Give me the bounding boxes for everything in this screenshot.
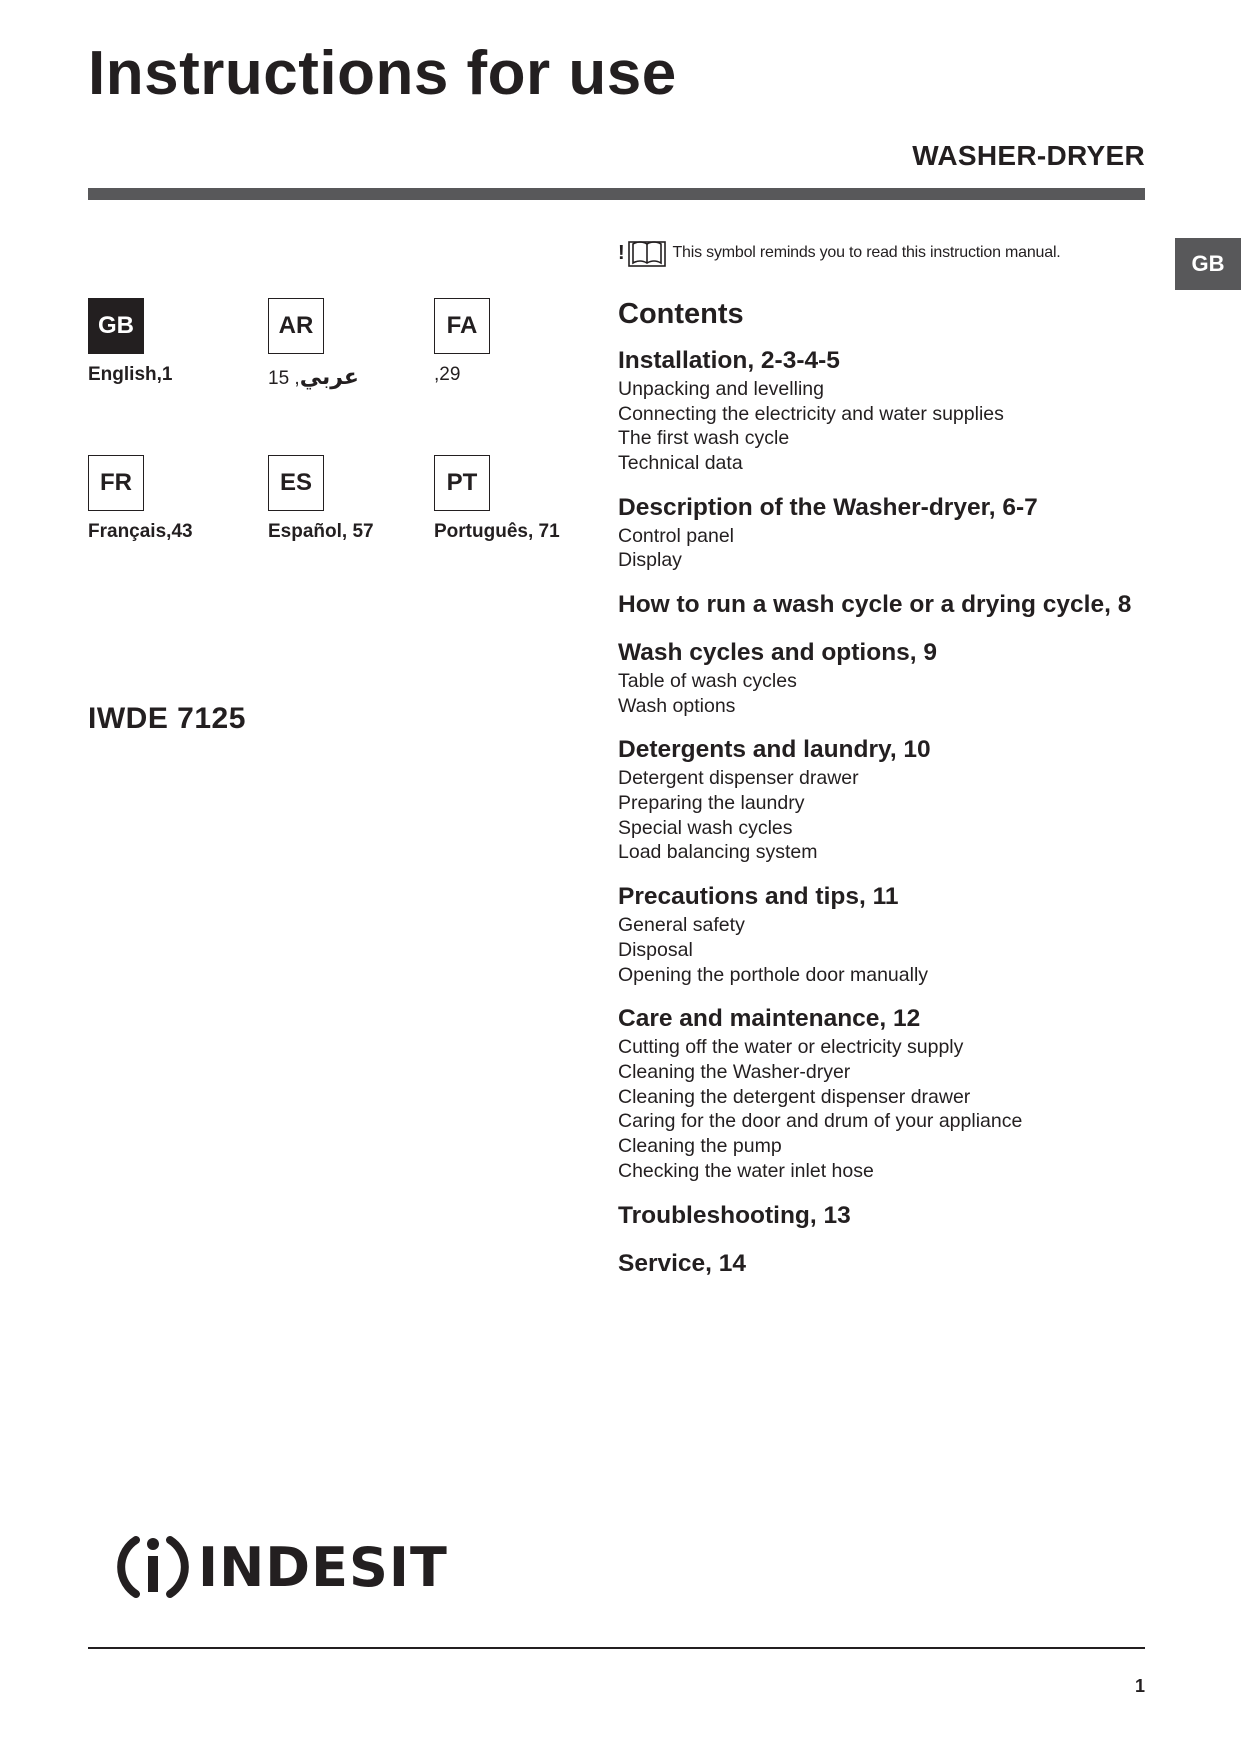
contents-section [618,637,1158,718]
contents-section-heading[interactable]: Wash cycles and options, 9 [618,639,938,667]
language-label: ,29 [434,364,461,385]
language-entry-es[interactable] [268,455,438,543]
symbol-note-text: This symbol reminds you to read this instruction manual. [672,244,1061,261]
contents-title: Contents [618,298,744,330]
contents-section-item[interactable]: Display [618,549,682,572]
model-number: IWDE 7125 [88,702,246,735]
contents-section-item[interactable]: Cleaning the pump [618,1135,782,1158]
language-label: Português, 71 [434,521,560,542]
language-code-box: ES [268,455,324,511]
language-label: عربي, 15 [268,364,359,389]
contents-section-item[interactable]: Disposal [618,938,693,961]
contents-section-item[interactable]: Preparing the laundry [618,791,805,814]
contents-section-item[interactable]: Cleaning the Washer-dryer [618,1060,851,1083]
language-entry-gb[interactable] [88,298,258,386]
contents-section-item[interactable]: Caring for the door and drum of your appliance [618,1110,1023,1133]
contents-section-item[interactable]: Technical data [618,452,743,475]
symbol-note [618,238,1061,268]
language-label: Français,43 [88,521,193,542]
indesit-logo-icon [114,1528,192,1606]
contents-section-heading[interactable]: How to run a wash cycle or a drying cycle, 8 [618,591,1132,619]
language-entry-ar[interactable] [268,298,438,390]
contents-section-item[interactable]: Wash options [618,694,736,717]
contents-section [618,734,1158,865]
page-number: 1 [1134,1676,1145,1696]
contents-section-item[interactable]: Connecting the electricity and water supplies [618,402,1004,425]
contents-section-heading[interactable]: Installation, 2-3-4-5 [618,347,840,374]
language-label: Español, 57 [268,521,374,542]
product-type: WASHER-DRYER [912,140,1145,171]
contents-section [618,589,1158,621]
contents-section-item[interactable]: The first wash cycle [618,427,790,450]
language-entry-fr[interactable] [88,455,258,543]
contents-section-heading[interactable]: Troubleshooting, 13 [618,1201,851,1229]
contents-section-item[interactable]: Unpacking and levelling [618,377,824,400]
language-label: English,1 [88,364,173,385]
contents-section-item[interactable]: Cleaning the detergent dispenser drawer [618,1085,971,1108]
contents-section-heading[interactable]: Detergents and laundry, 10 [618,736,931,764]
brand-name: INDESIT [198,1535,448,1599]
contents-section [618,492,1158,573]
page-title: Instructions for use [88,39,677,108]
contents-section-item[interactable]: General safety [618,914,745,937]
book-icon [628,238,666,268]
contents-section-item[interactable]: Load balancing system [618,841,818,864]
footer-divider [88,1647,1145,1649]
contents-section [618,1248,1158,1280]
language-entry-pt[interactable] [434,455,604,543]
contents-section-item[interactable]: Control panel [618,524,734,547]
contents-section [618,345,1158,476]
contents-section-item[interactable]: Checking the water inlet hose [618,1159,874,1182]
language-entry-fa[interactable] [434,298,604,386]
contents-section-heading[interactable]: Precautions and tips, 11 [618,883,899,911]
exclamation-mark: ! [618,241,625,264]
language-code-box: GB [88,298,144,354]
contents-section-item[interactable]: Opening the porthole door manually [618,963,929,986]
language-code-box: AR [268,298,324,354]
language-code-box: FR [88,455,144,511]
language-code-box: PT [434,455,490,511]
contents-section [618,1200,1158,1232]
contents-section-heading[interactable]: Care and maintenance, 12 [618,1005,921,1033]
contents-sections [618,345,1158,1279]
language-side-tab: GB [1175,238,1241,290]
table-of-contents [618,298,1158,1295]
contents-section-heading[interactable]: Description of the Washer-dryer, 6-7 [618,493,1038,521]
brand-logo [114,1528,448,1606]
contents-section-item[interactable]: Table of wash cycles [618,669,797,692]
contents-section-item[interactable]: Special wash cycles [618,816,793,839]
contents-section-item[interactable]: Detergent dispenser drawer [618,767,859,790]
language-code-box: FA [434,298,490,354]
contents-section-heading[interactable]: Service, 14 [618,1249,747,1277]
contents-section [618,1003,1158,1183]
contents-section [618,881,1158,987]
contents-section-item[interactable]: Cutting off the water or electricity supply [618,1036,964,1059]
header-divider [88,188,1145,200]
